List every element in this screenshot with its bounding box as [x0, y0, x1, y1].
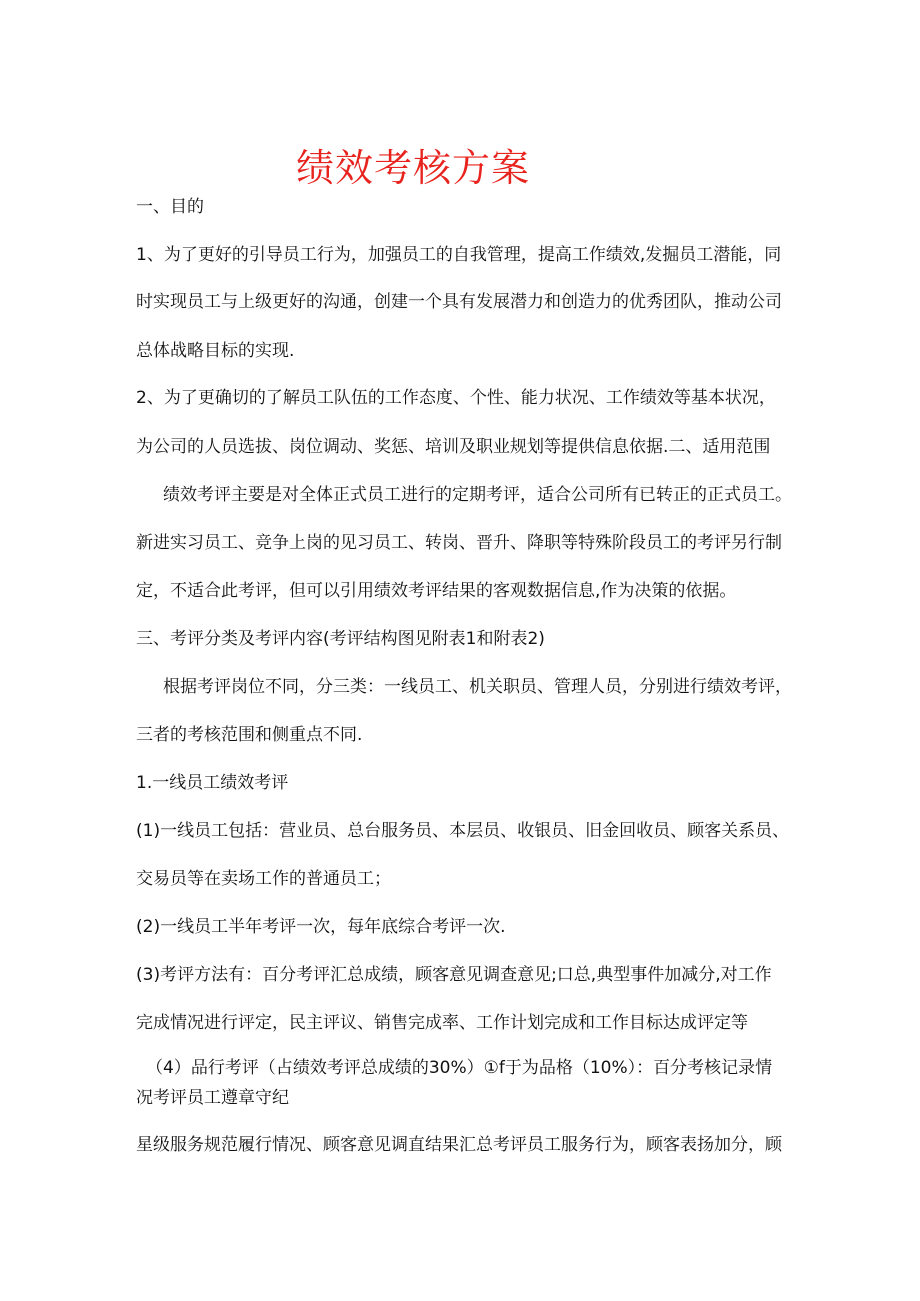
list-item: (1)一线员工包括：营业员、总台服务员、本层员、收银员、旧金回收员、顾客关系员、 [136, 821, 790, 841]
paragraph-line: 新进实习员工、竞争上岗的见习员工、转岗、晋升、降职等特殊阶段员工的考评另行制 [136, 533, 782, 553]
paragraph-line: 为公司的人员选拔、岗位调动、奖惩、培训及职业规划等提供信息依据.二、适用范围 [136, 437, 771, 457]
section-heading-purpose: 一、目的 [136, 197, 204, 217]
paragraph-line: 定，不适合此考评，但可以引用绩效考评结果的客观数据信息,作为决策的依据。 [136, 581, 737, 601]
paragraph-line: 总体战略目标的实现. [136, 341, 295, 361]
paragraph-line: 三者的考核范围和侧重点不同. [136, 725, 363, 745]
paragraph-line: 根据考评岗位不同，分三类：一线员工、机关职员、管理人员，分别进行绩效考评， [163, 677, 792, 697]
section-heading-categories: 三、考评分类及考评内容(考评结构图见附表1和附表2) [136, 629, 545, 649]
paragraph-line: 1、为了更好的引导员工行为，加强员工的自我管理，提高工作绩效,发掘员工潜能，同 [136, 245, 782, 265]
list-item: (3)考评方法有：百分考评汇总成绩，顾客意见调查意见;口总,典型事件加减分,对工作 [136, 965, 772, 985]
paragraph-line: 时实现员工与上级更好的沟通，创建一个具有发展潜力和创造力的优秀团队，推动公司 [136, 292, 782, 312]
paragraph-line: 完成情况进行评定，民主评议、销售完成率、工作计划完成和工作目标达成评定等 [136, 1013, 748, 1033]
list-item: (2)一线员工半年考评一次，每年底综合考评一次. [136, 917, 506, 937]
paragraph-line: 2、为了更确切的了解员工队伍的工作态度、个性、能力状况、工作绩效等基本状况， [136, 388, 776, 408]
document-title: 绩效考核方案 [296, 146, 531, 191]
subsection-heading: 1.一线员工绩效考评 [136, 773, 289, 793]
paragraph-line: 况考评员工遵章守纪 [136, 1088, 289, 1108]
paragraph-line: 交易员等在卖场工作的普通员工； [136, 869, 391, 889]
paragraph-line: 星级服务规范履行情况、顾客意见调直结果汇总考评员工服务行为，顾客表扬加分，顾 [136, 1135, 782, 1155]
list-item: （4）品行考评（占绩效考评总成绩的30%）①f于为品格（10%）：百分考核记录情 [146, 1058, 773, 1078]
paragraph-line: 绩效考评主要是对全体正式员工进行的定期考评，适合公司所有已转正的正式员工。 [163, 485, 792, 505]
